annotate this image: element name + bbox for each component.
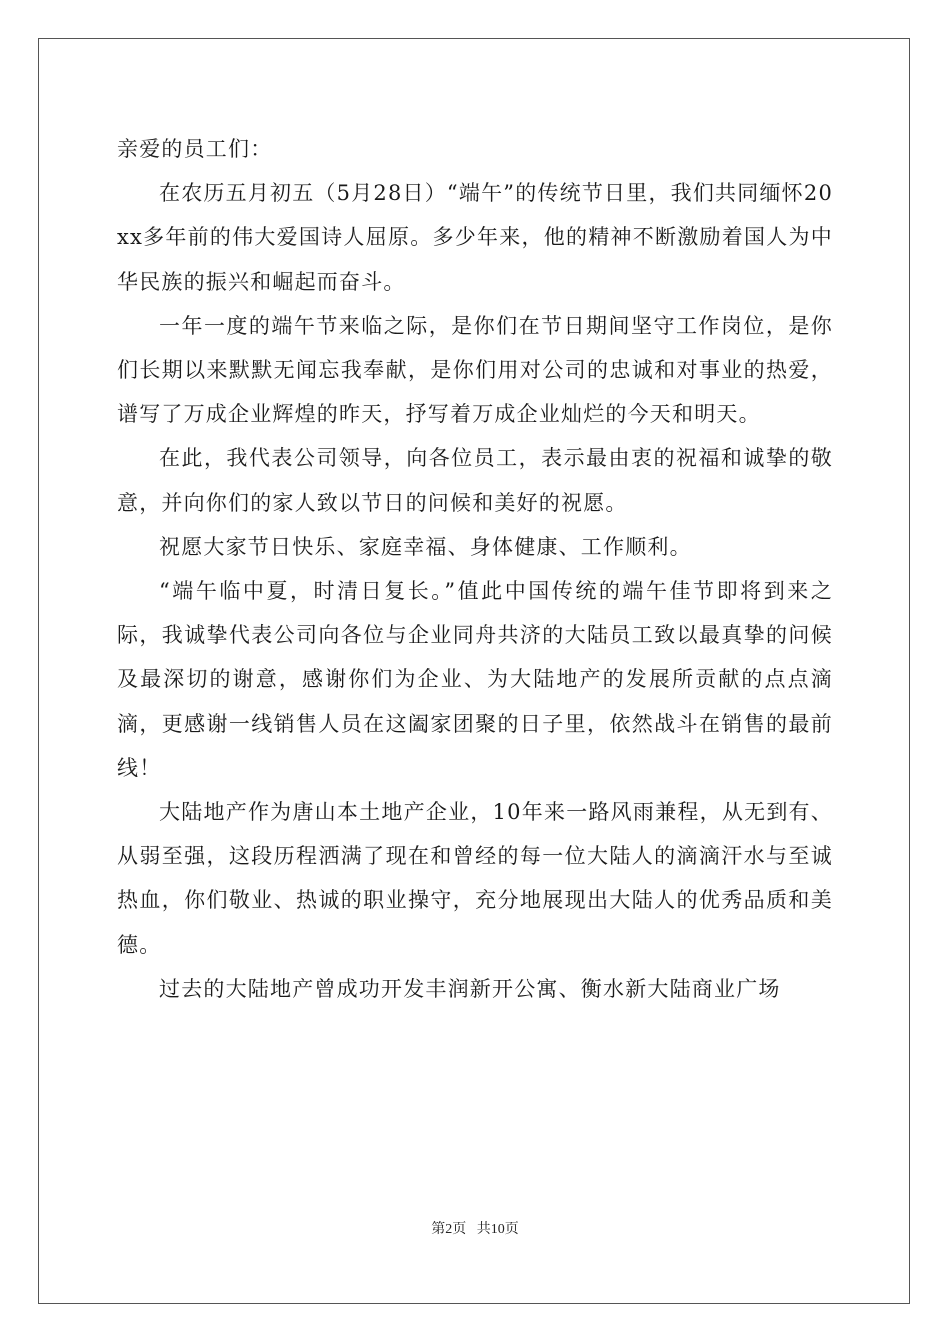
document-body bbox=[117, 127, 833, 1011]
paragraph: 在此，我代表公司领导，向各位员工，表示最由衷的祝福和诚挚的敬意，并向你们的家人致以节日的问候和美好的祝愿。 bbox=[117, 446, 833, 515]
paragraph: 一年一度的端午节来临之际，是你们在节日期间坚守工作岗位，是你们长期以来默默无闻忘我奉献，是你们用对公司的忠诚和对事业的热爱，谱写了万成企业辉煌的昨天，抒写着万成企业灿烂的今天和明天。 bbox=[117, 313, 833, 427]
page-total: 共10页 bbox=[476, 1222, 519, 1237]
paragraph: 大陆地产作为唐山本土地产企业，10年来一路风雨兼程，从无到有、从弱至强，这段历程洒满了现在和曾经的每一位大陆人的滴滴汗水与至诚热血，你们敬业、热诚的职业操守，充分地展现出大陆人的优秀品质和美德。 bbox=[117, 800, 833, 957]
paragraph: 在农历五月初五（5月28日）“端午”的传统节日里，我们共同缅怀20xx多年前的伟大爱国诗人屈原。多少年来，他的精神不断激励着国人为中华民族的振兴和崛起而奋斗。 bbox=[117, 181, 833, 294]
paragraph: “端午临中夏，时清日复长。”值此中国传统的端午佳节即将到来之际，我诚挚代表公司向各位与企业同舟共济的大陆员工致以最真挚的问候及最深切的谢意，感谢你们为企业、为大陆地产的发展所贡献的点点滴滴，更感谢一线销售人员在这阖家团聚的日子里，依然战斗在销售的最前线！ bbox=[117, 579, 833, 780]
paragraph: 祝愿大家节日快乐、家庭幸福、身体健康、工作顺利。 bbox=[159, 534, 692, 559]
salutation: 亲爱的员工们： bbox=[117, 137, 273, 161]
paragraph: 过去的大陆地产曾成功开发丰润新开公寓、衡水新大陆商业广场 bbox=[159, 976, 781, 1001]
page-footer bbox=[0, 1218, 950, 1238]
page-number: 第2页 bbox=[431, 1222, 467, 1237]
